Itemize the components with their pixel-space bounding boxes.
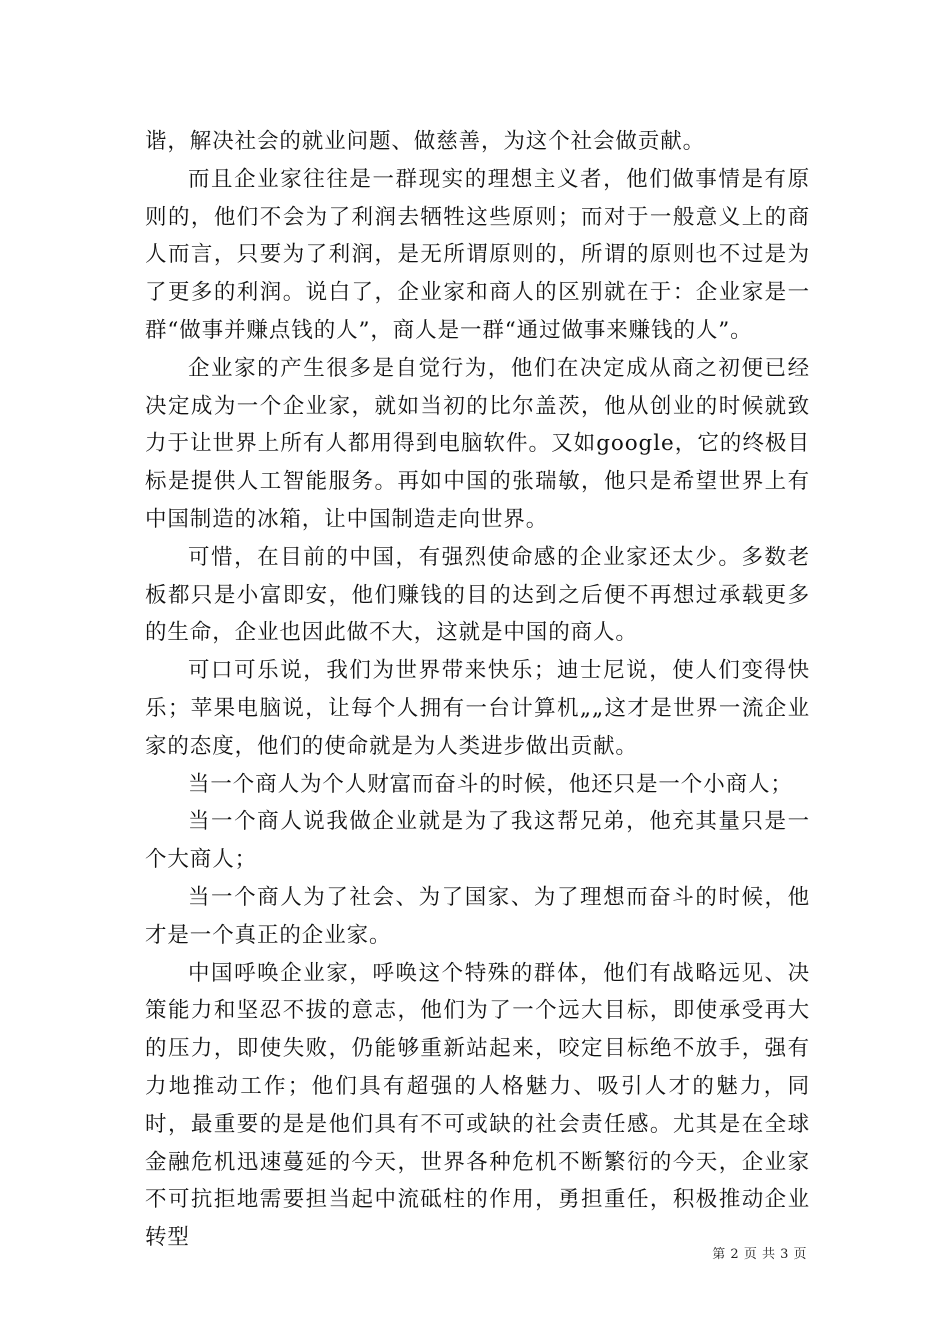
paragraph-self-driven: 企业家的产生很多是自觉行为，他们在决定成从商之初便已经决定成为一个企业家，就如当初的比尔盖茨，他从创业的时候就致力于让世界上所有人都用得到电脑软件。又如google，它的终极目标是提供人工智能服务。再如中国的张瑞敏，他只是希望世界上有中国制造的冰箱，让中国制造走向世界。 [145, 355, 810, 532]
paragraph-big-merchant: 当一个商人说我做企业就是为了我这帮兄弟，他充其量只是一个大商人； [145, 809, 810, 873]
paragraph-china-bosses: 可惜，在目前的中国，有强烈使命感的企业家还太少。多数老板都只是小富即安，他们赚钱的目的达到之后便不再想过承载更多的生命，企业也因此做不大，这就是中国的商人。 [145, 544, 810, 646]
paragraph-continuation: 谐，解决社会的就业问题、做慈善，为这个社会做贡献。 [145, 129, 706, 154]
paragraph-china-calls: 中国呼唤企业家，呼唤这个特殊的群体，他们有战略远见、决策能力和坚忍不拔的意志，他们为了一个远大目标，即使承受再大的压力，即使失败，仍能够重新站起来，咬定目标绝不放手，强有力地推动工作；他们具有超强的人格魅力、吸引人才的魅力，同时，最重要的是是他们具有不可或缺的社会责任感。尤其是在全球金融危机迅速蔓延的今天，世界各种危机不断繁衍的今天，企业家不可抗拒地需要担当起中流砥柱的作用，勇担重任，积极推动企业转型 [145, 960, 810, 1251]
paragraph-true-entrepreneur: 当一个商人为了社会、为了国家、为了理想而奋斗的时候，他才是一个真正的企业家。 [145, 884, 810, 948]
page-number-footer: 第 2 页 共 3 页 [712, 1247, 807, 1262]
paragraph-idealists: 而且企业家往往是一群现实的理想主义者，他们做事情是有原则的，他们不会为了利润去牺牲这些原则；而对于一般意义上的商人而言，只要为了利润，是无所谓原则的，所谓的原则也不过是为了更多的利润。说白了，企业家和商人的区别就在于：企业家是一群“做事并赚点钱的人”，商人是一群“通过做事来赚钱的人”。 [145, 166, 810, 343]
paragraph-small-merchant: 当一个商人为个人财富而奋斗的时候，他还只是一个小商人； [188, 771, 793, 797]
document-body [145, 123, 810, 1257]
paragraph-company-missions: 可口可乐说，我们为世界带来快乐；迪士尼说，使人们变得快乐；苹果电脑说，让每个人拥有一台计算机„„这才是世界一流企业家的态度，他们的使命就是为人类进步做出贡献。 [145, 658, 810, 759]
